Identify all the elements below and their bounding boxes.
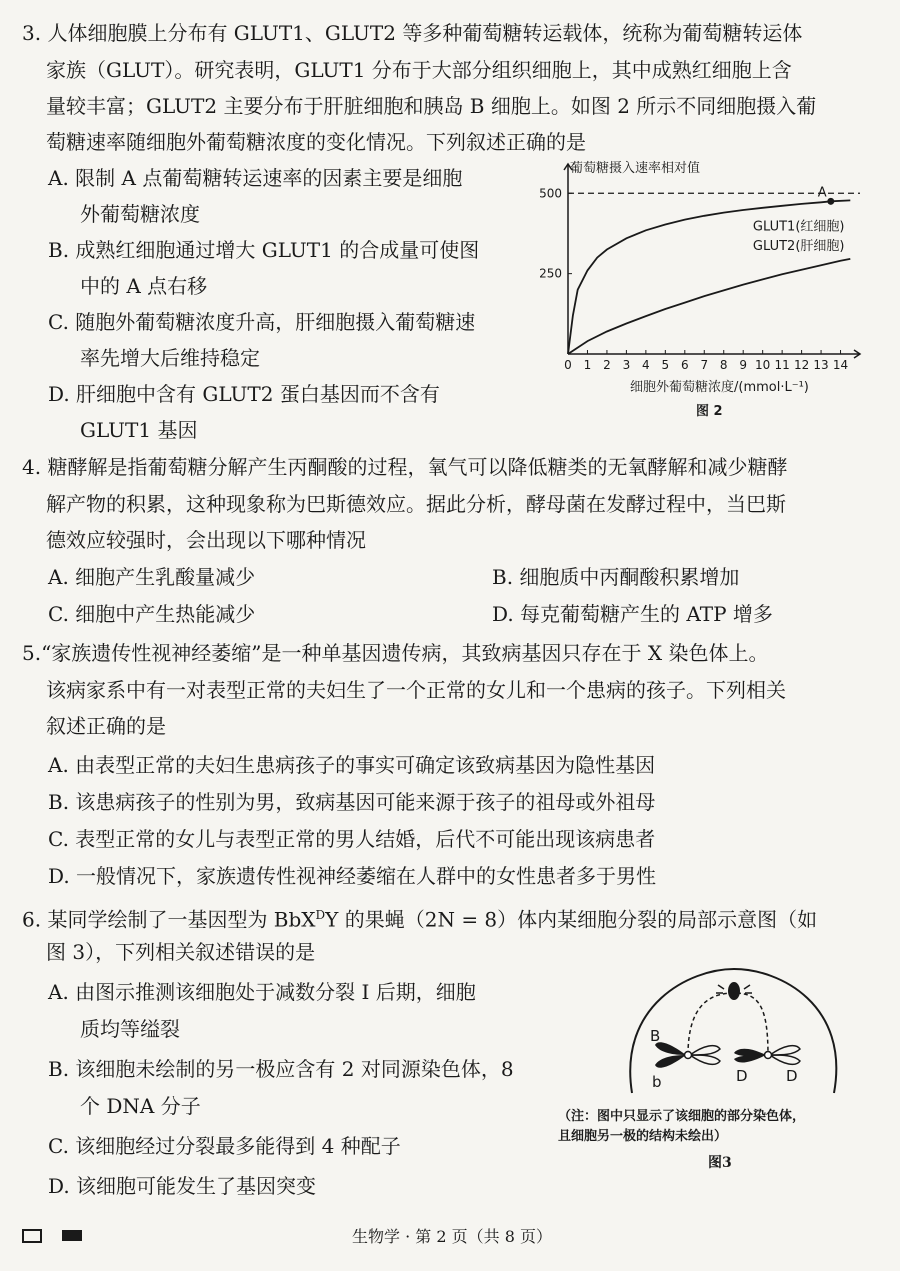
x-tick-label: 4 — [642, 358, 650, 372]
figure-2-chart — [530, 150, 890, 430]
q3-option-b: B. 成熟红细胞通过增大 GLUT1 的合成量可使图 — [48, 238, 480, 262]
x-axis-label: 细胞外葡萄糖浓度/(mmol·L⁻¹) — [630, 380, 809, 395]
q5-stem-line: 叙述正确的是 — [46, 714, 166, 738]
q3-stem-line: 3. 人体细胞膜上分布有 GLUT1、GLUT2 等多种葡萄糖转运载体，统称为葡萄糖转运体 — [22, 21, 803, 45]
y-tick-label: 250 — [539, 266, 562, 281]
q4-stem-line: 德效应较强时，会出现以下哪种情况 — [46, 528, 366, 552]
q3-stem-line: 家族（GLUT）。研究表明，GLUT1 分布于大部分组织细胞上，其中成熟红细胞上含 — [46, 58, 792, 82]
q6-option-b-cont: 个 DNA 分子 — [80, 1094, 201, 1118]
q3-stem-line: 量较丰富；GLUT2 主要分布于肝脏细胞和胰岛 B 细胞上。如图 2 所示不同细胞摄入葡 — [46, 94, 817, 118]
x-tick-label: 9 — [739, 358, 748, 372]
y-tick-label: 500 — [539, 186, 562, 201]
point-a-label: A — [817, 185, 827, 201]
gene-label-d-1: D — [736, 1067, 748, 1085]
q3-option-a-cont: 外葡萄糖浓度 — [80, 202, 200, 226]
centrosome-icon — [716, 982, 752, 1000]
gene-label-d-2: D — [786, 1067, 798, 1085]
x-tick-label: 1 — [583, 358, 592, 372]
q5-option-b: B. 该患病孩子的性别为男，致病基因可能来源于孩子的祖母或外祖母 — [48, 790, 656, 814]
figure-3-note-line-2: 且细胞另一极的结构未绘出） — [558, 1129, 728, 1144]
gene-label-b-upper: B — [650, 1027, 661, 1045]
q5-option-a: A. 由表型正常的夫妇生患病孩子的事实可确定该致病基因为隐性基因 — [48, 753, 656, 777]
x-tick-label: 14 — [832, 358, 849, 372]
q4-option-d: D. 每克葡萄糖产生的 ATP 增多 — [492, 602, 773, 626]
x-tick-label: 10 — [755, 358, 771, 372]
spindle-fibers — [688, 993, 768, 1055]
q4-option-b: B. 细胞质中丙酮酸积累增加 — [492, 565, 740, 589]
x-tick-label: 13 — [813, 358, 829, 372]
chromosome-right — [734, 1046, 800, 1065]
chromosome-left — [655, 1042, 720, 1068]
x-tick-label: 5 — [661, 358, 670, 372]
figure-3-diagram — [600, 965, 860, 1105]
series-glut1-label: GLUT1(红细胞) — [752, 219, 845, 235]
page-footer: 生物学 · 第 2 页（共 8 页） — [352, 1227, 552, 1246]
q3-option-d: D. 肝细胞中含有 GLUT2 蛋白基因而不含有 — [48, 382, 440, 406]
q6-stem-line-2: 图 3），下列相关叙述错误的是 — [46, 940, 316, 964]
q5-stem-line: 5.“家族遗传性视神经萎缩”是一种单基因遗传病，其致病基因只存在于 X 染色体上。 — [22, 641, 769, 665]
gene-label-b-lower: b — [652, 1073, 662, 1091]
q6-option-c: C. 该细胞经过分裂最多能得到 4 种配子 — [48, 1134, 401, 1158]
q4-option-c: C. 细胞中产生热能减少 — [48, 602, 256, 626]
x-tick-label: 12 — [793, 358, 810, 372]
q3-option-c-cont: 率先增大后维持稳定 — [80, 346, 260, 370]
y-axis-label: 葡萄糖摄入速率相对值 — [570, 161, 701, 176]
q5-option-c: C. 表型正常的女儿与表型正常的男人结婚，后代不可能出现该病患者 — [48, 827, 656, 851]
x-tick-label: 11 — [774, 358, 790, 372]
q6-option-a-cont: 质均等缢裂 — [80, 1017, 180, 1041]
series-glut2-line — [568, 259, 850, 354]
x-tick-label: 8 — [719, 358, 728, 372]
q3-option-b-cont: 中的 A 点右移 — [80, 274, 208, 298]
x-tick-label: 0 — [564, 358, 572, 372]
q6-option-a: A. 由图示推测该细胞处于减数分裂 Ⅰ 后期，细胞 — [48, 980, 476, 1004]
series-glut2-label: GLUT2(肝细胞) — [752, 238, 845, 254]
q3-option-c: C. 随胞外葡萄糖浓度升高，肝细胞摄入葡萄糖速 — [48, 310, 476, 334]
footer-box-outline-icon — [22, 1229, 42, 1243]
x-tick-label: 7 — [700, 358, 709, 372]
q6-option-d: D. 该细胞可能发生了基因突变 — [48, 1174, 317, 1198]
q6-option-b: B. 该细胞未绘制的另一极应含有 2 对同源染色体，8 — [48, 1057, 514, 1081]
x-tick-label: 6 — [680, 358, 689, 372]
q6-stem-line-1: 6. 某同学绘制了一基因型为 BbX$^D$Y 的果蝇（2N = 8）体内某细胞分裂的局部示意图（如 — [22, 907, 818, 932]
q4-option-a: A. 细胞产生乳酸量减少 — [48, 565, 256, 589]
figure-3-note-line-1: （注：图中只显示了该细胞的部分染色体， — [558, 1109, 806, 1124]
figure-3-caption: 图3 — [708, 1155, 732, 1171]
footer-box-filled-icon — [62, 1230, 82, 1241]
q3-option-d-cont: GLUT1 基因 — [80, 418, 198, 442]
figure-2-caption: 图 2 — [696, 404, 723, 419]
point-a-marker — [827, 198, 834, 205]
q5-option-d: D. 一般情况下，家族遗传性视神经萎缩在人群中的女性患者多于男性 — [48, 864, 657, 888]
q3-option-a: A. 限制 A 点葡萄糖转运速率的因素主要是细胞 — [48, 166, 463, 190]
q4-stem-line: 解产物的积累，这种现象称为巴斯德效应。据此分析，酵母菌在发酵过程中，当巴斯 — [46, 492, 786, 516]
x-tick-label: 3 — [622, 358, 631, 372]
q5-stem-line: 该病家系中有一对表型正常的夫妇生了一个正常的女儿和一个患病的孩子。下列相关 — [46, 678, 786, 702]
x-tick-label: 2 — [603, 358, 611, 372]
q4-stem-line: 4. 糖酵解是指葡萄糖分解产生丙酮酸的过程，氧气可以降低糖类的无氧酵解和减少糖酵 — [22, 455, 788, 479]
q3-stem-line: 萄糖速率随细胞外葡萄糖浓度的变化情况。下列叙述正确的是 — [46, 130, 586, 154]
chart-marks — [568, 185, 860, 354]
